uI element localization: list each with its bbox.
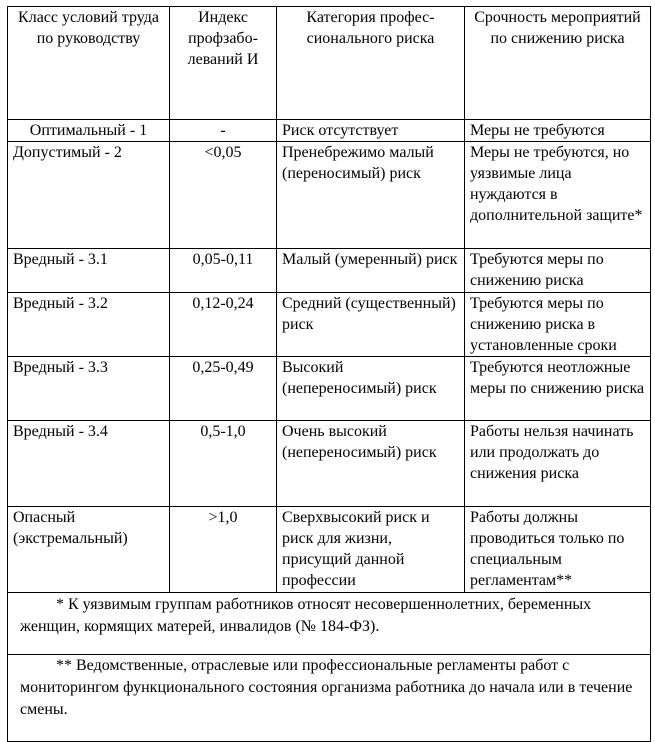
- risk-classification-table: [7, 6, 651, 742]
- cell-work-class: Оптимальный - 1: [8, 120, 170, 142]
- header-disease-index: Индекс профзабо-леваний И: [170, 7, 277, 120]
- cell-work-class: Вредный - 3.4: [8, 421, 170, 507]
- table-body: [8, 120, 651, 742]
- cell-disease-index: 0,25-0,49: [170, 357, 277, 421]
- header-urgency: Срочность мероприятий по снижению риска: [465, 7, 651, 120]
- cell-urgency: Работы нельзя начинать или продолжать до снижения риска: [465, 421, 651, 507]
- cell-risk-category: Очень высокий (непереносимый) риск: [277, 421, 465, 507]
- cell-work-class: Вредный - 3.1: [8, 249, 170, 293]
- cell-risk-category: Высокий (непереносимый) риск: [277, 357, 465, 421]
- cell-work-class: Допустимый - 2: [8, 142, 170, 249]
- cell-urgency: Меры не требуются, но уязвимые лица нуждаются в дополнительной защите*: [465, 142, 651, 249]
- table-row: [8, 120, 651, 142]
- cell-urgency: Требуются меры по снижению риска: [465, 249, 651, 293]
- table-row: [8, 142, 651, 249]
- cell-disease-index: 0,05-0,11: [170, 249, 277, 293]
- footnote-text: * К уязвимым группам работников относят несовершеннолетних, беременных женщин, кормящих матерей, инвалидов (№ 184-ФЗ).: [20, 596, 592, 635]
- footnote-row: [8, 593, 651, 655]
- cell-urgency: Требуются неотложные меры по снижению риска: [465, 357, 651, 421]
- cell-work-class: Вредный - 3.2: [8, 293, 170, 357]
- cell-work-class: Вредный - 3.3: [8, 357, 170, 421]
- cell-risk-category: Малый (умеренный) риск: [277, 249, 465, 293]
- header-risk-category: Категория профес-сионального риска: [277, 7, 465, 120]
- footnote-row: [8, 655, 651, 742]
- footnote-regulations: [8, 655, 651, 742]
- cell-urgency: Меры не требуются: [465, 120, 651, 142]
- cell-disease-index: <0,05: [170, 142, 277, 249]
- table-header: [8, 7, 651, 120]
- cell-risk-category: Средний (существенный) риск: [277, 293, 465, 357]
- table-row: [8, 293, 651, 357]
- cell-risk-category: Риск отсутствует: [277, 120, 465, 142]
- table-row: [8, 357, 651, 421]
- cell-urgency: Требуются меры по снижению риска в установленные сроки: [465, 293, 651, 357]
- cell-disease-index: >1,0: [170, 507, 277, 593]
- cell-disease-index: 0,5-1,0: [170, 421, 277, 507]
- table-row: [8, 421, 651, 507]
- cell-disease-index: -: [170, 120, 277, 142]
- cell-risk-category: Сверхвысокий риск и риск для жизни, присущий данной профессии: [277, 507, 465, 593]
- header-row: [8, 7, 651, 120]
- table-row: [8, 249, 651, 293]
- footnote-vulnerable-groups: [8, 593, 651, 655]
- cell-disease-index: 0,12-0,24: [170, 293, 277, 357]
- cell-work-class: Опасный (экстремальный): [8, 507, 170, 593]
- cell-urgency: Работы должны проводиться только по специальным регламентам**: [465, 507, 651, 593]
- table-row: [8, 507, 651, 593]
- cell-risk-category: Пренебрежимо малый (переносимый) риск: [277, 142, 465, 249]
- header-work-class: Класс условий труда по руководству: [8, 7, 170, 120]
- footnote-text: ** Ведомственные, отраслевые или профессиональные регламенты работ с мониторингом функционального состояния организма работника до начала или в течение смены.: [20, 657, 633, 718]
